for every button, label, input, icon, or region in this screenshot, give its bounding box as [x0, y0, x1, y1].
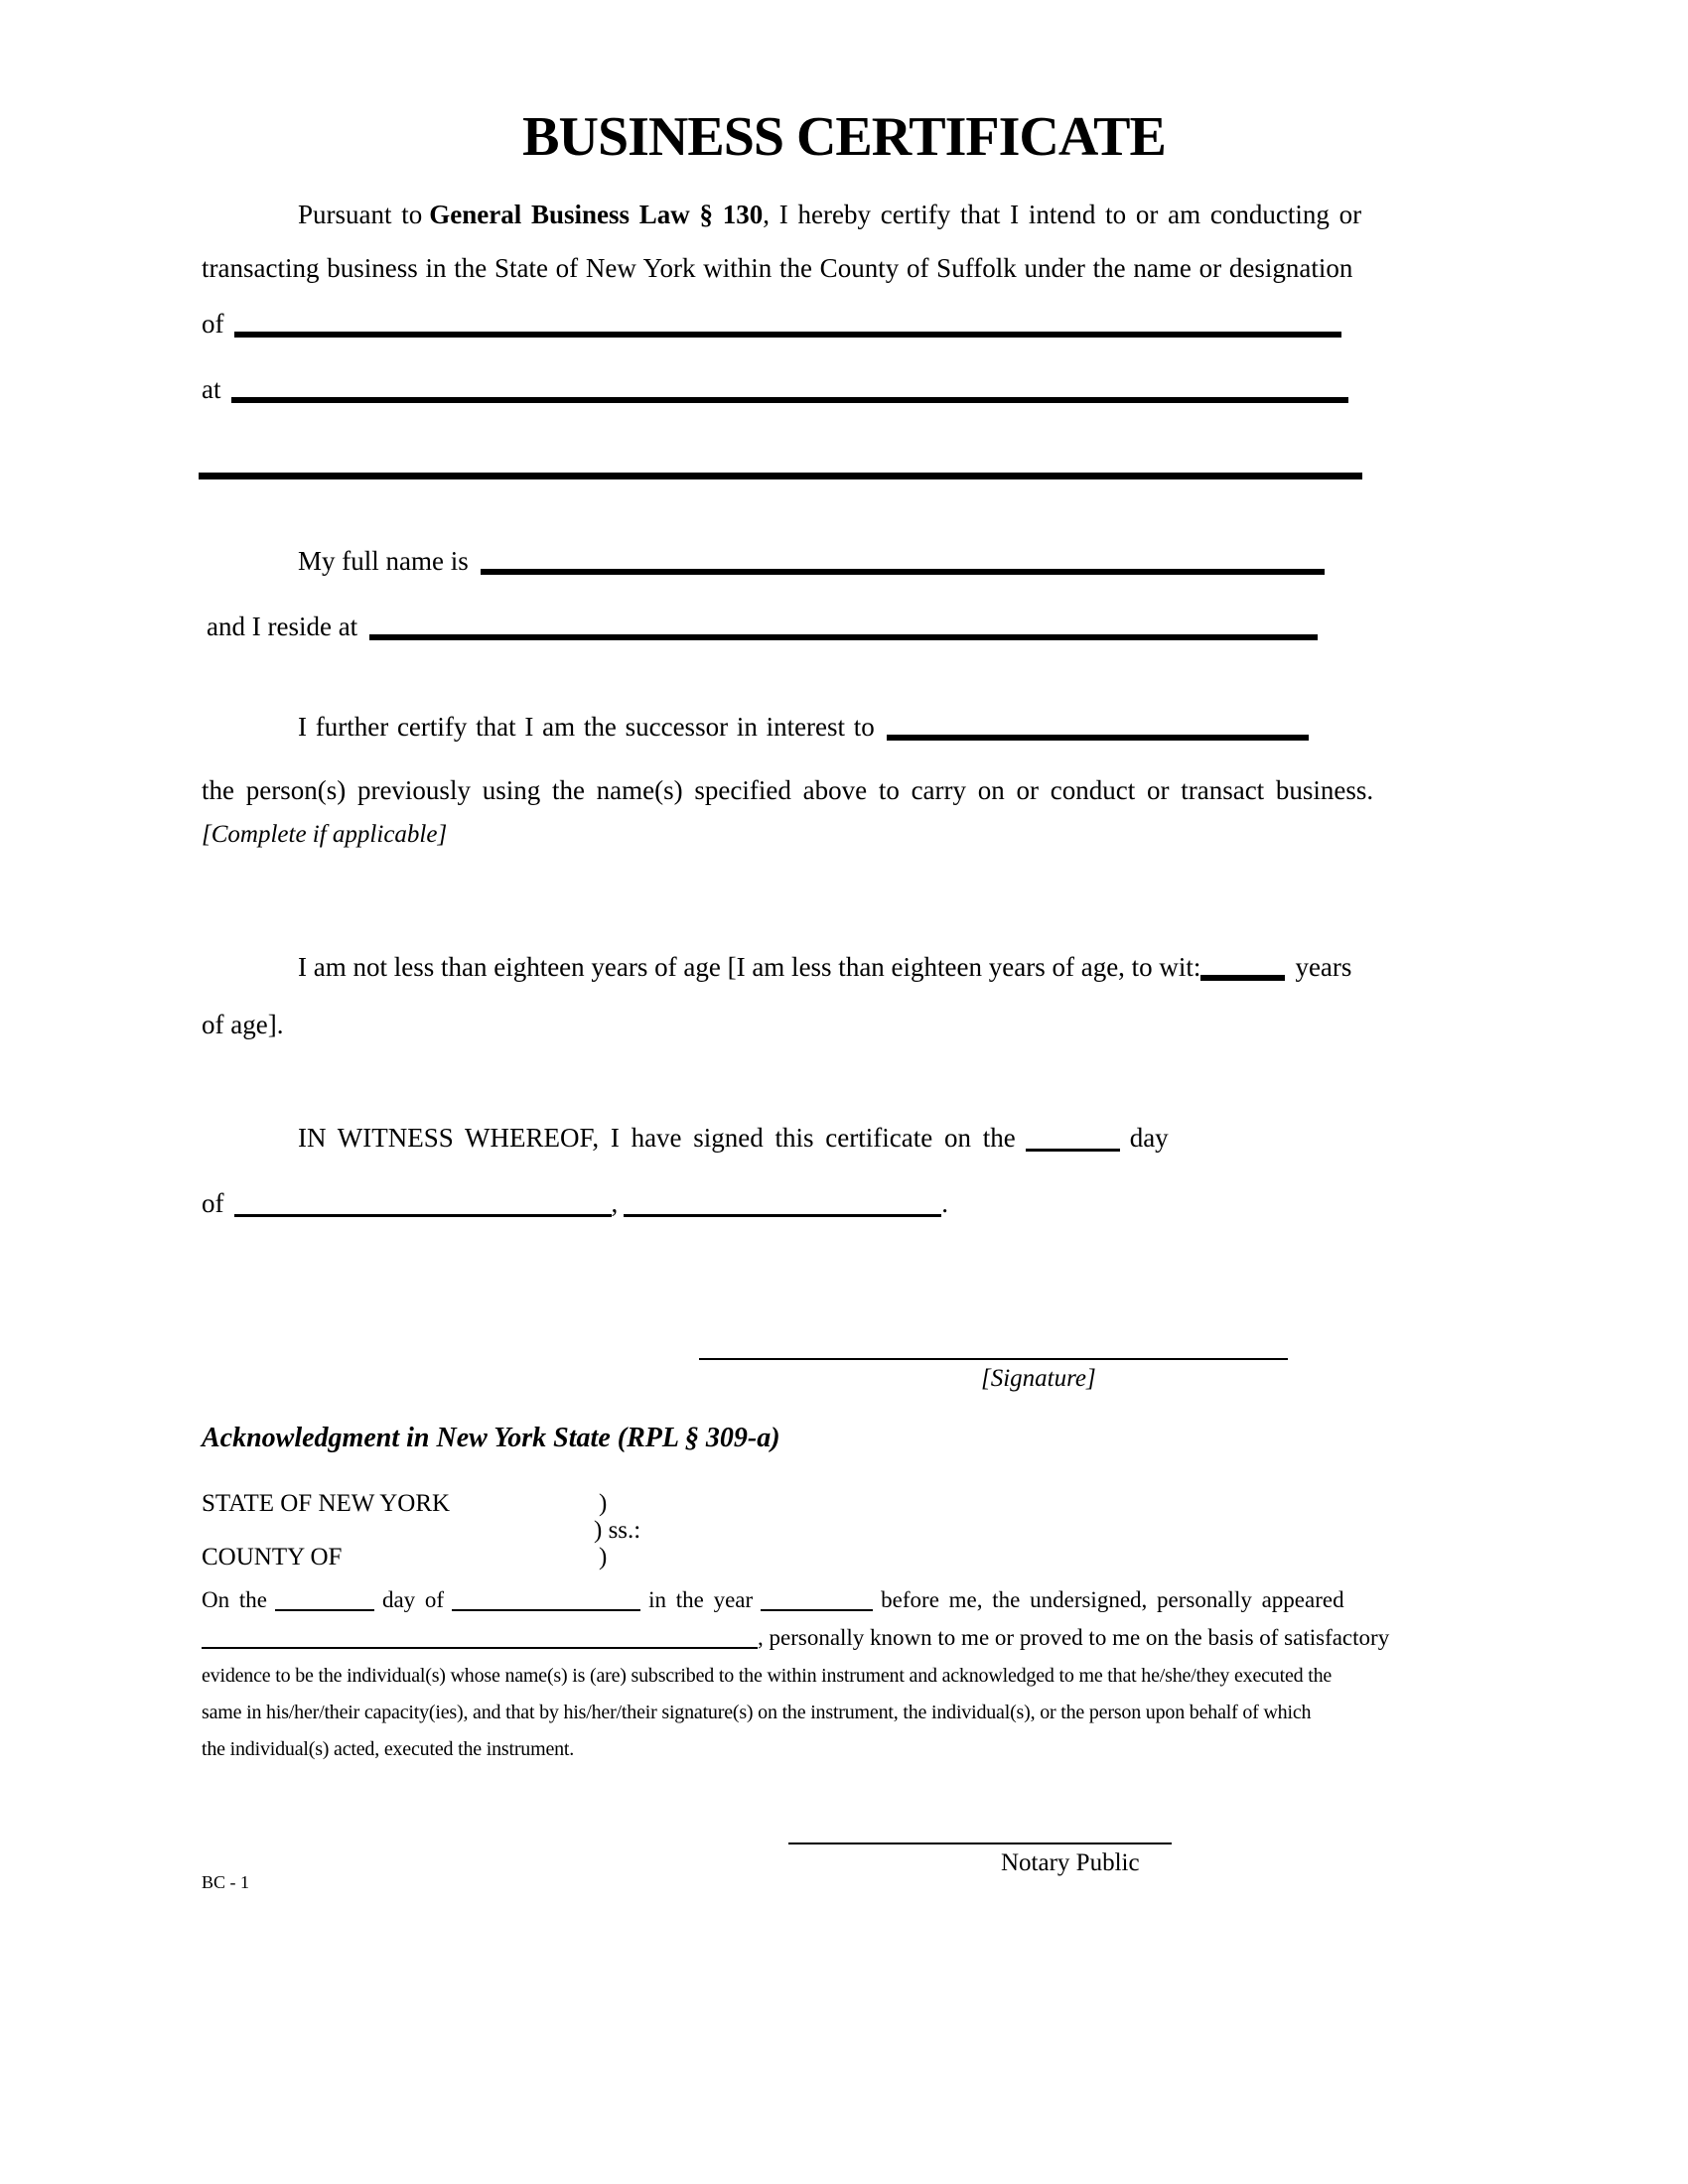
witness-text-pre: IN WITNESS WHEREOF, I have signed this certificate on the — [298, 1123, 1016, 1153]
ack-l1-in-the-year: in the year — [648, 1587, 754, 1612]
successor-blank[interactable] — [887, 733, 1309, 741]
intro-line-1 — [298, 199, 1361, 230]
intro-line1-pre: Pursuant to — [298, 200, 423, 229]
business-name-blank[interactable] — [234, 330, 1341, 338]
age-text-pre: I am not less than eighteen years of age [I am less than eighteen years of age, to wit: — [298, 952, 1201, 982]
full-name-blank[interactable] — [481, 567, 1325, 575]
successor-text: I further certify that I am the successor in interest to — [298, 712, 875, 742]
ack-para-line-1 — [202, 1586, 1344, 1614]
residence-blank[interactable] — [369, 632, 1318, 640]
county-paren: ) — [599, 1544, 608, 1570]
business-name-line — [202, 308, 1341, 340]
intro-line-2: transacting business in the State of New York within the County of Suffolk under the name or designation — [202, 253, 1353, 283]
age-text-post: years — [1295, 952, 1352, 982]
state-paren: ) — [599, 1490, 608, 1517]
ack-para-line-5: the individual(s) acted, executed the instrument. — [202, 1738, 575, 1760]
ack-para-line-2 — [202, 1624, 1389, 1652]
acknowledgment-heading: Acknowledgment in New York State (RPL § 309-a) — [202, 1423, 780, 1453]
age-line-1 — [298, 951, 1351, 983]
state-label: STATE OF NEW YORK — [202, 1490, 451, 1517]
form-code: BC - 1 — [202, 1872, 250, 1892]
witness-text-post: day — [1129, 1123, 1169, 1153]
ack-day-blank[interactable] — [275, 1607, 374, 1611]
intro-line1-post: , I hereby certify that I intend to or am conducting or — [763, 200, 1362, 229]
county-row — [202, 1543, 608, 1572]
ack-l1-before-me: before me, the undersigned, personally appeared — [881, 1587, 1344, 1612]
signature-blank[interactable] — [699, 1358, 1288, 1360]
ack-l2-text: , personally known to me or proved to me on the basis of satisfactory — [758, 1625, 1390, 1650]
business-address-blank[interactable] — [231, 395, 1348, 403]
full-name-line — [298, 545, 1325, 577]
notary-signature-blank[interactable] — [788, 1843, 1172, 1844]
at-label: at — [202, 374, 221, 404]
witness-comma: , — [611, 1188, 619, 1218]
ack-year-blank[interactable] — [761, 1607, 873, 1611]
ack-appeared-name-blank[interactable] — [202, 1645, 758, 1649]
reside-label: and I reside at — [207, 612, 358, 641]
residence-line — [207, 611, 1318, 642]
address-line — [202, 373, 1348, 405]
witness-line-1 — [298, 1122, 1169, 1154]
ack-para-line-4: same in his/her/their capacity(ies), and that by his/her/their signature(s) on the instrument, the individual(s), or the person upon behalf of which — [202, 1702, 1312, 1723]
witness-period: . — [941, 1188, 948, 1218]
witness-year-blank[interactable] — [624, 1212, 941, 1217]
ack-para-line-3: evidence to be the individual(s) whose name(s) is (are) subscribed to the within instrument and acknowledged to me that he/she/they executed the — [202, 1665, 1333, 1687]
ack-l1-on-the: On the — [202, 1587, 267, 1612]
of-label: of — [202, 309, 224, 339]
witness-line-2 — [202, 1187, 948, 1219]
state-row — [202, 1489, 608, 1519]
successor-line-1 — [298, 711, 1309, 743]
age-line-2: of age]. — [202, 1010, 284, 1039]
ack-l1-day-of: day of — [381, 1587, 445, 1612]
county-label: COUNTY OF — [202, 1544, 343, 1570]
complete-if-applicable-note: [Complete if applicable] — [202, 821, 448, 848]
address-continuation-blank[interactable] — [199, 473, 1362, 479]
witness-of-label: of — [202, 1188, 224, 1218]
page-title: BUSINESS CERTIFICATE — [522, 106, 1166, 168]
signature-label: [Signature] — [981, 1365, 1096, 1392]
notary-public-label: Notary Public — [1001, 1849, 1140, 1876]
ss-row: ) ss.: — [594, 1517, 641, 1544]
law-reference: General Business Law § 130 — [429, 200, 764, 229]
ack-month-blank[interactable] — [452, 1607, 640, 1611]
successor-line-2: the person(s) previously using the name(s) specified above to carry on or conduct or transact business. — [202, 775, 1374, 805]
full-name-label: My full name is — [298, 546, 469, 576]
age-blank[interactable] — [1200, 973, 1285, 981]
witness-month-blank[interactable] — [234, 1212, 612, 1217]
witness-day-blank[interactable] — [1026, 1147, 1120, 1152]
